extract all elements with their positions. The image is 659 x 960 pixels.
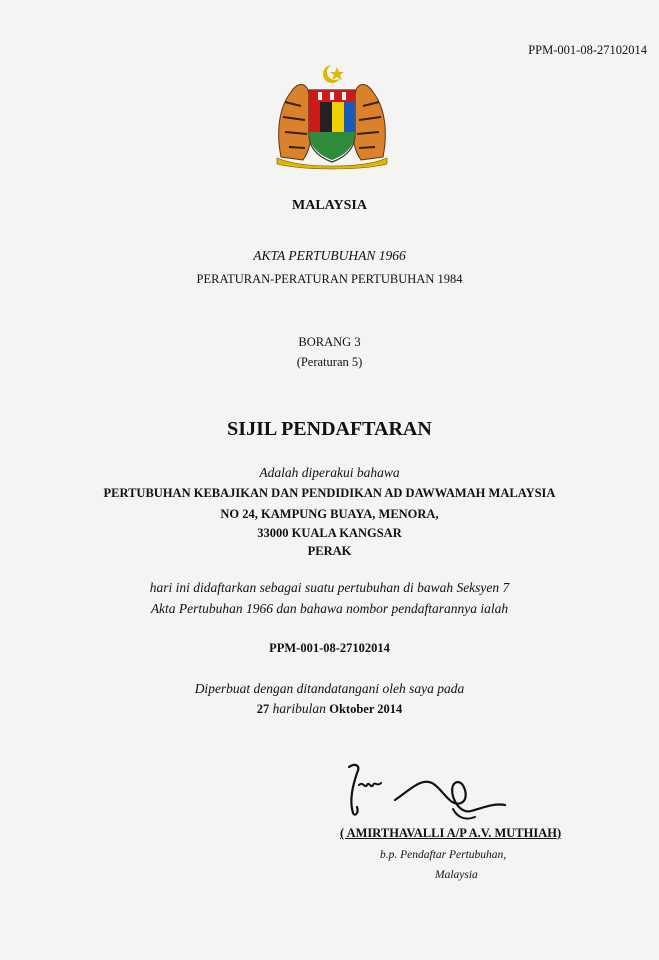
date-month-year: Oktober 2014 [329,702,403,716]
organization-name: PERTUBUHAN KEBAJIKAN DAN PENDIDIKAN AD DAWWAMAH MALAYSIA [103,486,556,500]
signed-statement: Diperbuat dengan ditandatangani oleh saya pada [194,681,465,696]
reference-number-top: PPM-001-08-27102014 [528,43,647,57]
certified-intro: Adalah diperakui bahawa [259,465,400,480]
registration-number: PPM-001-08-27102014 [269,641,390,655]
country-heading: MALAYSIA [292,198,367,213]
registration-statement-line1: hari ini didaftarkan sebagai suatu pertubuhan di bawah Seksyen 7 [149,580,510,595]
organization-state: PERAK [307,544,352,558]
registration-statement-line2: Akta Pertubuhan 1966 dan bahawa nombor pendaftarannya ialah [150,601,509,616]
organization-address-line1: NO 24, KAMPUNG BUAYA, MENORA, [220,507,439,521]
date-word: haribulan [272,701,326,716]
coat-of-arms-emblem [271,62,393,170]
form-regulation: (Peraturan 5) [296,355,363,369]
handwritten-signature [335,755,515,825]
signatory-role: b.p. Pendaftar Pertubuhan, [380,849,507,861]
signatory-country: Malaysia [435,869,478,881]
form-number: BORANG 3 [298,335,361,349]
regulations-title: PERATURAN-PERATURAN PERTUBUHAN 1984 [196,272,463,286]
signing-date [0,701,659,717]
signatory-name: ( AMIRTHAVALLI A/P A.V. MUTHIAH) [340,826,562,840]
organization-address-line2: 33000 KUALA KANGSAR [257,526,402,540]
certificate-title: SIJIL PENDAFTARAN [227,418,432,440]
date-day: 27 [256,702,270,716]
act-title: AKTA PERTUBUHAN 1966 [253,248,406,263]
